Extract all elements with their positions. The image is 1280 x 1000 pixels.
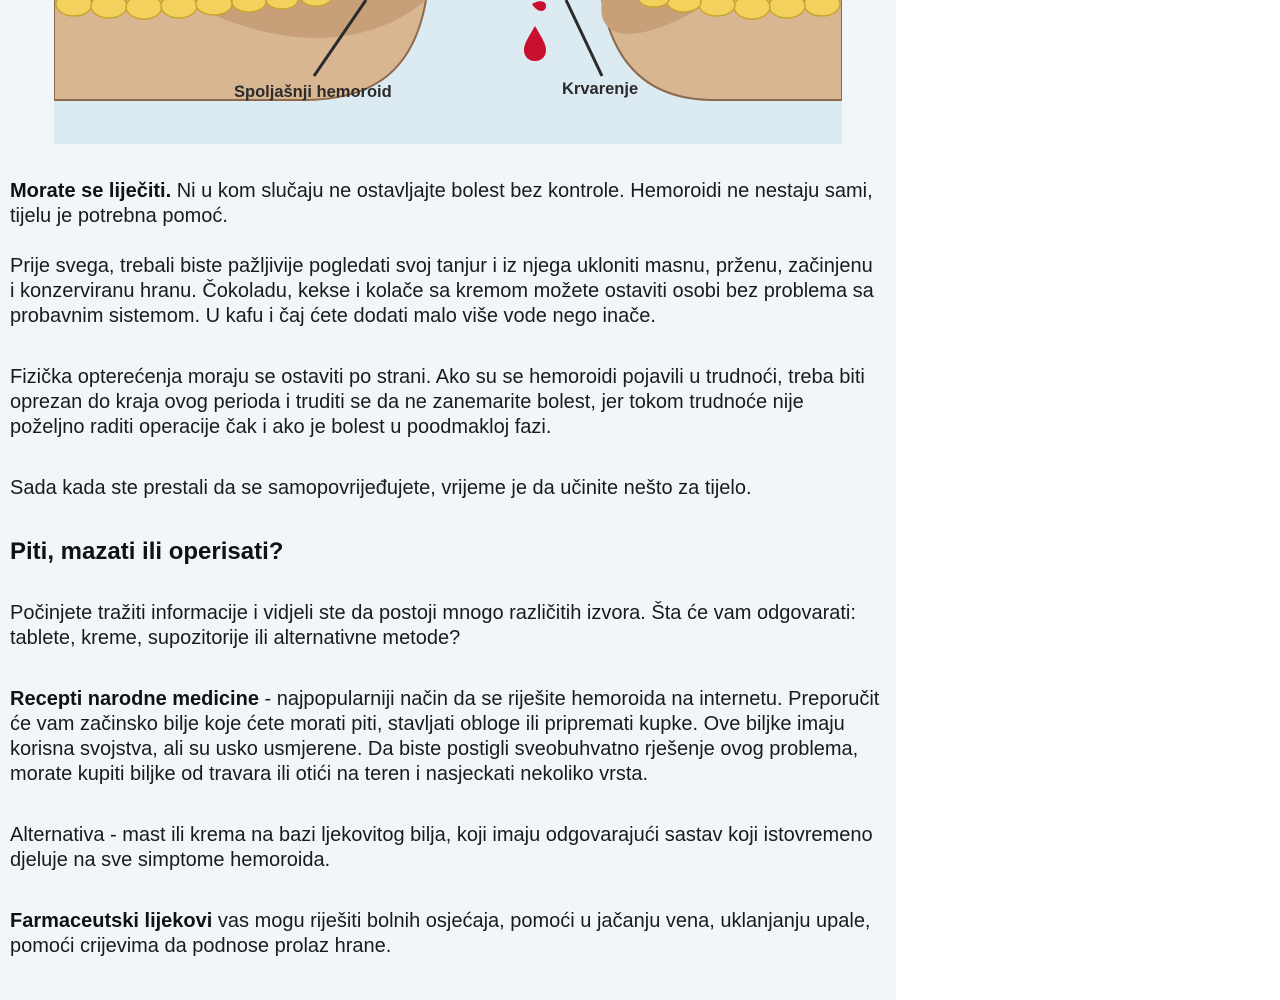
paragraph-text: Ni u kom slučaju ne ostavljajte bolest bez kontrole. Hemoroidi ne nestaju sami, tijelu je potrebna pomoć. xyxy=(10,180,873,227)
hemorrhoid-illustration xyxy=(54,0,842,144)
paragraph-sources: Počinjete tražiti informacije i vidjeli ste da postoji mnogo različitih izvora. Šta će vam odgovarati: tablete, kreme, supozitorije ili alternativne metode? xyxy=(10,602,856,649)
paragraph-lead: Farmaceutski lijekovi xyxy=(10,910,213,932)
paragraph-folk-medicine xyxy=(10,687,882,787)
paragraph-now: Sada kada ste prestali da se samopovrijeđujete, vrijeme je da učinite nešto za tijelo. xyxy=(10,477,752,499)
paragraph-diet: Prije svega, trebali biste pažljivije pogledati svoj tanjur i iz njega ukloniti masnu, prženu, začinjenu i konzerviranu hranu. Čokoladu, kekse i kolače sa kremom možete ostaviti osobi bez problema sa probavnim sistemom. U kafu i čaj ćete dodati malo više vode nego inače. xyxy=(10,255,874,327)
section-heading: Piti, mazati ili operisati? xyxy=(10,538,284,565)
paragraph-text: vas mogu riješiti bolnih osjećaja, pomoći u jačanju vena, uklanjanju upale, pomoći crijevima da podnose prolaz hrane. xyxy=(10,910,871,957)
paragraph-lead: Recepti narodne medicine xyxy=(10,688,259,710)
article-body xyxy=(10,179,882,959)
paragraph-text: - najpopularniji način da se riješite hemoroida na internetu. Preporučit će vam začinsko bilje koje ćete morati piti, stavljati obloge ili pripremati kupke. Ove biljke imaju korisna svojstva, ali su usko usmjerene. Da biste postigli sveobuhvatno rješenje ovog problema, morate kupiti biljke od travara ili otići na teren i nasjeckati nekoliko vrsta. xyxy=(10,688,880,785)
paragraph-physical-load: Fizička opterećenja moraju se ostaviti po strani. Ako su se hemoroidi pojavili u trudnoći, treba biti oprezan do kraja ovog perioda i truditi se da ne zanemarite bolest, jer tokom trudnoće nije poželjno raditi operacije čak i ako je bolest u poodmakloj fazi. xyxy=(10,366,865,438)
label-external-hemorrhoid: Spoljašnji hemoroid xyxy=(234,83,392,101)
label-bleeding: Krvarenje xyxy=(562,80,639,98)
paragraph-pharmaceutical xyxy=(10,909,882,959)
paragraph-treatment xyxy=(10,179,882,229)
blood-drop-icon xyxy=(532,1,546,11)
anatomy-drawing xyxy=(54,0,842,144)
blood-drop-icon xyxy=(524,26,546,61)
paragraph-lead: Morate se liječiti. xyxy=(10,180,172,202)
paragraph-alternative: Alternativa - mast ili krema na bazi ljekovitog bilja, koji imaju odgovarajući sastav koji istovremeno djeluje na sve simptome hemoroida. xyxy=(10,824,873,871)
